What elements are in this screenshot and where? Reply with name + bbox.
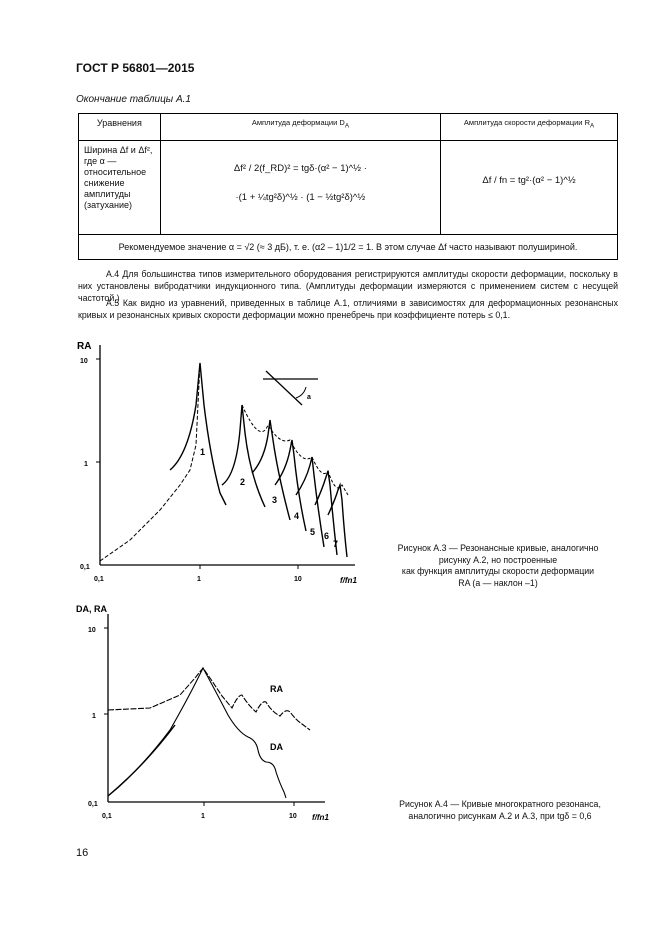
fig4-caption [380,799,620,822]
fig4-series-r [108,668,310,730]
fig3-caption-line: Рисунок А.3 — Резонансные кривые, аналогично [397,543,599,553]
figure-a3-plot [70,335,370,595]
row-label-line: где α — относительное [84,156,147,177]
table-note: Рекомендуемое значение α = √2 (≈ 3 дБ), т. е. (α2 – 1)1/2 = 1. В этом случае Δf часто называют полушириной. [79,235,618,260]
fig3-caption-line: рисунку А.2, но построенные [438,554,558,565]
table-header-equations: Уравнения [79,114,161,141]
fig4-ytick-1: 1 [92,713,96,720]
fig3-curve-2 [222,405,265,507]
fig4-caption-line: Рисунок А.4 — Кривые многократного резонанса, [399,799,601,809]
fig4-label-d: DA [270,742,283,752]
table-a1 [78,113,618,260]
fig3-caption-line: как функция амплитуды скорости деформации [401,566,595,576]
fig3-ytick-10: 10 [80,358,88,365]
fig3-xtick-10: 10 [294,576,302,583]
row-label-line: снижение амплитуды [84,178,131,199]
formula-deformation-line2: ·(1 + ¼tg²δ)^½ · (1 − ½tg²δ)^½ [235,192,366,203]
formula-velocity: Δf / fn = tg²·(α² − 1)^½ [482,175,576,186]
fig3-label-2: 2 [240,477,246,487]
fig4-caption-line: аналогично рисункам А.2 и А.3, при tgδ = 0,6 [408,810,592,821]
row-label-line: Ширина Δf и Δf², [84,145,153,155]
formula-deformation-line1: Δf² / 2(f_RD)² = tgδ·(α² − 1)^½ · [233,163,367,174]
paragraph-a4: А.4 Для большинства типов измерительного оборудования регистрируются амплитуды скорости деформации, поскольку в них установлены вибродатчики индукционного типа. (Амплитуды деформации измеряются с применением систем с несущей частотой.) [78,269,618,303]
fig3-xlabel: f/fn1 [340,576,357,585]
document-code: ГОСТ Р 56801—2015 [76,61,195,75]
formula-velocity-cell [441,141,618,235]
fig3-label-6: 6 [324,531,330,541]
paragraph-a5: А.5 Как видно из уравнений, приведенных в таблице А.1, отличиями в зависимостях для деформационных резонансных кривых и резонансных кривых скорости деформации можно пренебречь при коэффициенте потерь ≤ 0,1. [78,298,618,320]
fig4-ylabel: DA, RA [76,604,107,614]
fig4-xtick-10: 10 [289,813,297,820]
page-number: 16 [76,847,89,859]
table-row-label [79,141,161,235]
fig4-series-d-ghost [108,725,175,796]
fig4-xlabel: f/fn1 [312,813,329,822]
formula-deformation-cell [160,141,440,235]
fig3-ytick-1: 1 [84,461,88,468]
fig4-series-d [108,668,286,798]
fig3-caption [378,543,618,589]
fig4-ytick-10: 10 [88,627,96,634]
fig3-envelope [100,363,200,561]
fig3-xtick-1: 1 [197,576,201,583]
fig3-slope-indicator [263,371,318,405]
fig4-label-r: RA [270,684,283,694]
row-label-line: (затухание) [84,200,133,210]
fig3-slope-label: a [307,394,311,401]
fig3-xtick-01: 0,1 [94,576,104,583]
fig3-label-7: 7 [333,539,339,549]
fig3-label-3: 3 [272,495,278,505]
fig3-upper-dashed [242,405,348,495]
fig3-label-1: 1 [200,447,206,457]
table-header-deformation: Амплитуда деформации $D_A$ [160,114,440,141]
fig3-curve-1 [170,363,226,505]
fig3-label-5: 5 [310,527,316,537]
fig3-ylabel: RA [77,341,92,352]
fig4-xtick-01: 0,1 [102,813,112,820]
table-caption: Окончание таблицы А.1 [76,94,191,105]
fig3-label-4: 4 [294,511,300,521]
fig4-ytick-01: 0,1 [88,801,98,808]
fig3-caption-line: RA (а — наклон –1) [458,577,538,588]
fig4-xtick-1: 1 [201,813,205,820]
figure-a4-plot [70,600,370,830]
fig3-ytick-01: 0,1 [80,564,90,571]
table-header-velocity: Амплитуда скорости деформации $R_A$ [441,114,618,141]
